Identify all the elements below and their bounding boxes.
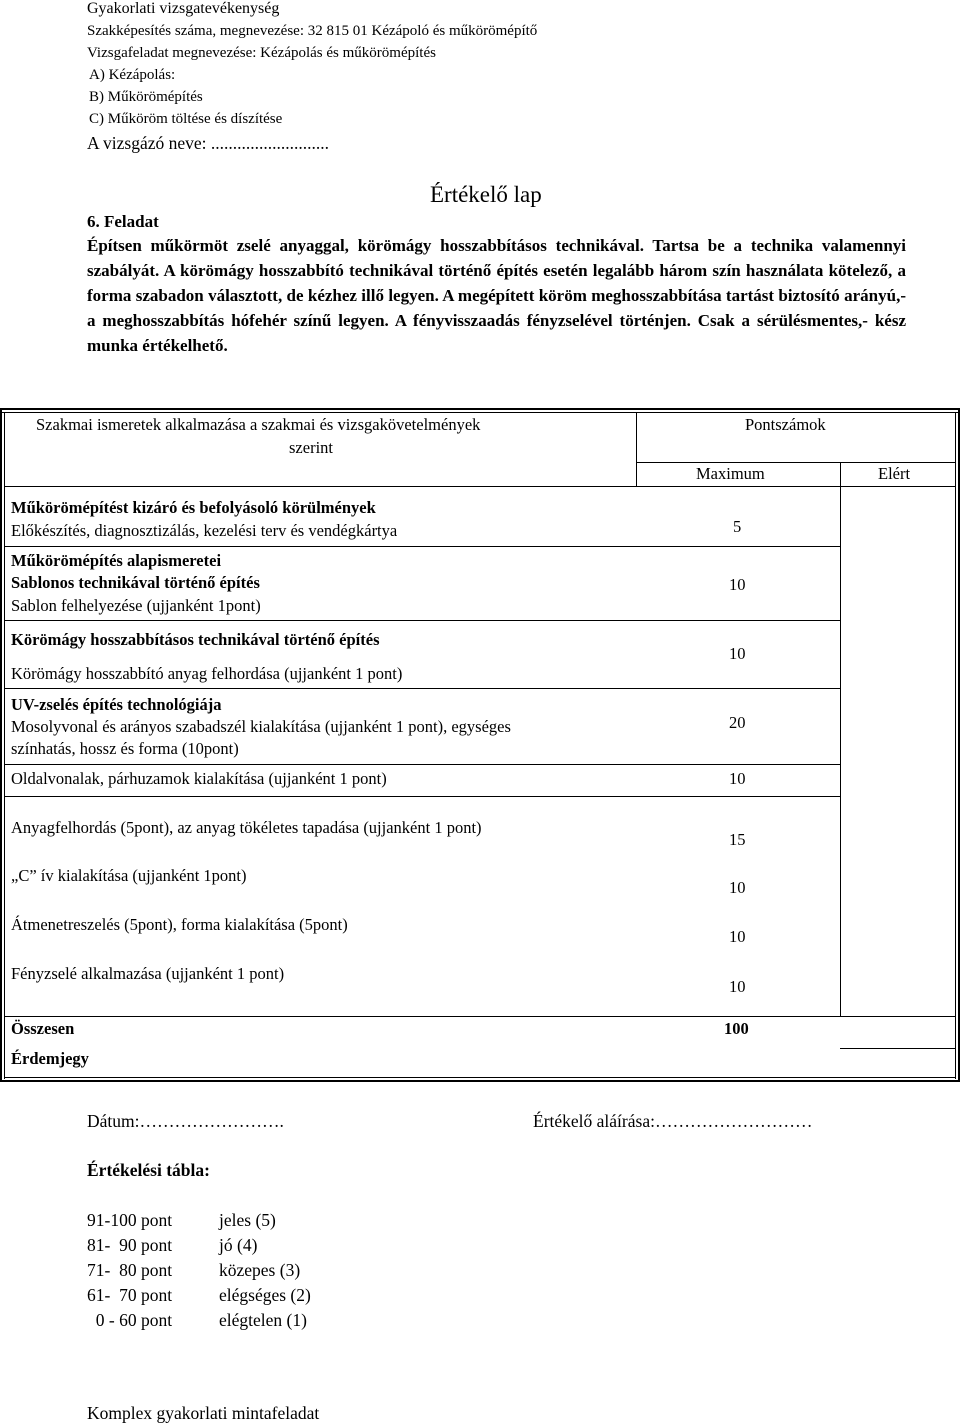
row-4-text-cont: színhatás, hossz és forma (10pont): [11, 739, 239, 758]
row-5-text: Oldalvonalak, párhuzamok kialakítása (ujjanként 1 pont): [11, 769, 387, 788]
grade-row: 71- 80 pont közepes (3): [87, 1260, 301, 1280]
grade-row: 81- 90 pont jó (4): [87, 1235, 258, 1255]
row-9-text: Fényzselé alkalmazása (ujjanként 1 pont): [11, 964, 285, 983]
row-1-text: Előkészítés, diagnosztizálás, kezelési terv és vendégkártya: [11, 521, 398, 540]
row-7-max: 10: [729, 878, 746, 897]
row-8-max: 10: [729, 927, 746, 946]
task-number: 6. Feladat: [87, 212, 159, 231]
row-6-text: Anyagfelhordás (5pont), az anyag tökéletes tapadása (ujjanként 1 pont): [11, 818, 482, 837]
row-3-max: 10: [729, 644, 746, 663]
bottom-note: Komplex gyakorlati mintafeladat: [87, 1403, 320, 1423]
skills-column-header: Szakmai ismeretek alkalmazása a szakmai és vizsgakövetelmények: [36, 415, 481, 434]
row-1-title: Műkörömépítést kizáró és befolyásoló körülmények: [11, 498, 376, 517]
option-b: B) Műkörömépítés: [89, 89, 203, 105]
row-2-text: Sablon felhelyezése (ujjanként 1pont): [11, 596, 261, 615]
row-2-max: 10: [729, 575, 746, 594]
scoring-table: [0, 408, 960, 1082]
task-description: Építsen műkörmöt zselé anyaggal, körömágy hosszabbításos technikával. Tartsa be a technika valamennyi szabályát. A körömágy hosszabbító technikával történő építés esetén legalább három szín használata kötelező, a forma szabadon választott, de kézhez illő legyen. A megépített köröm meghosszabbítása tartást biztosító arányú,- a meghosszabbítás hófehér színű legyen. A fényvisszaadás fényzselével történjen. Csak a sérülésmentes,- kész munka értékelhető.: [87, 236, 906, 355]
skills-column-header-cont: szerint: [289, 438, 333, 457]
option-a: A) Kézápolás:: [89, 67, 176, 83]
grading-table-title: Értékelési tábla:: [87, 1160, 210, 1180]
max-points-header: Maximum: [696, 464, 765, 483]
exam-activity-title: Gyakorlati vizsgatevékenység: [87, 0, 280, 17]
candidate-name-field: A vizsgázó neve: ...........................: [87, 133, 330, 153]
total-label: Összesen: [11, 1019, 75, 1038]
row-4-title: UV-zselés építés technológiája: [11, 695, 222, 714]
date-field: Dátum:…………………….: [87, 1111, 284, 1131]
row-1-max: 5: [733, 517, 742, 536]
row-3-text: Körömágy hosszabbító anyag felhordása (ujjanként 1 pont): [11, 664, 403, 683]
grade-label: Érdemjegy: [11, 1049, 89, 1068]
evaluator-signature-field: Értékelő aláírása:………………………: [533, 1111, 813, 1131]
row-4-max: 20: [729, 713, 746, 732]
row-9-max: 10: [729, 977, 746, 996]
row-5-max: 10: [729, 769, 746, 788]
grade-row: 61- 70 pont elégséges (2): [87, 1285, 311, 1305]
row-3-title: Körömágy hosszabbításos technikával történő építés: [11, 630, 380, 649]
option-c: C) Műköröm töltése és díszítése: [89, 111, 283, 127]
row-4-text: Mosolyvonal és arányos szabadszél kialakítása (ujjanként 1 pont), egységes: [11, 717, 511, 736]
total-value: 100: [724, 1019, 749, 1038]
achieved-points-header: Elért: [878, 464, 911, 483]
grade-row: 91-100 pont jeles (5): [87, 1210, 276, 1230]
row-6-max: 15: [729, 830, 746, 849]
row-8-text: Átmenetreszelés (5pont), forma kialakítása (5pont): [11, 915, 348, 934]
page-title: Értékelő lap: [430, 182, 542, 207]
exam-task-name-line: Vizsgafeladat megnevezése: Kézápolás és műkörömépítés: [87, 45, 436, 61]
grade-row: 0 - 60 pont elégtelen (1): [87, 1310, 307, 1330]
points-header: Pontszámok: [745, 415, 826, 434]
qualification-line: Szakképesítés száma, megnevezése: 32 815 01 Kézápoló és műkörömépítő: [87, 23, 538, 39]
row-2-title: Műkörömépítés alapismeretei: [11, 551, 222, 570]
row-2-subtitle: Sablonos technikával történő építés: [11, 573, 260, 592]
row-7-text: „C” ív kialakítása (ujjanként 1pont): [11, 866, 247, 885]
